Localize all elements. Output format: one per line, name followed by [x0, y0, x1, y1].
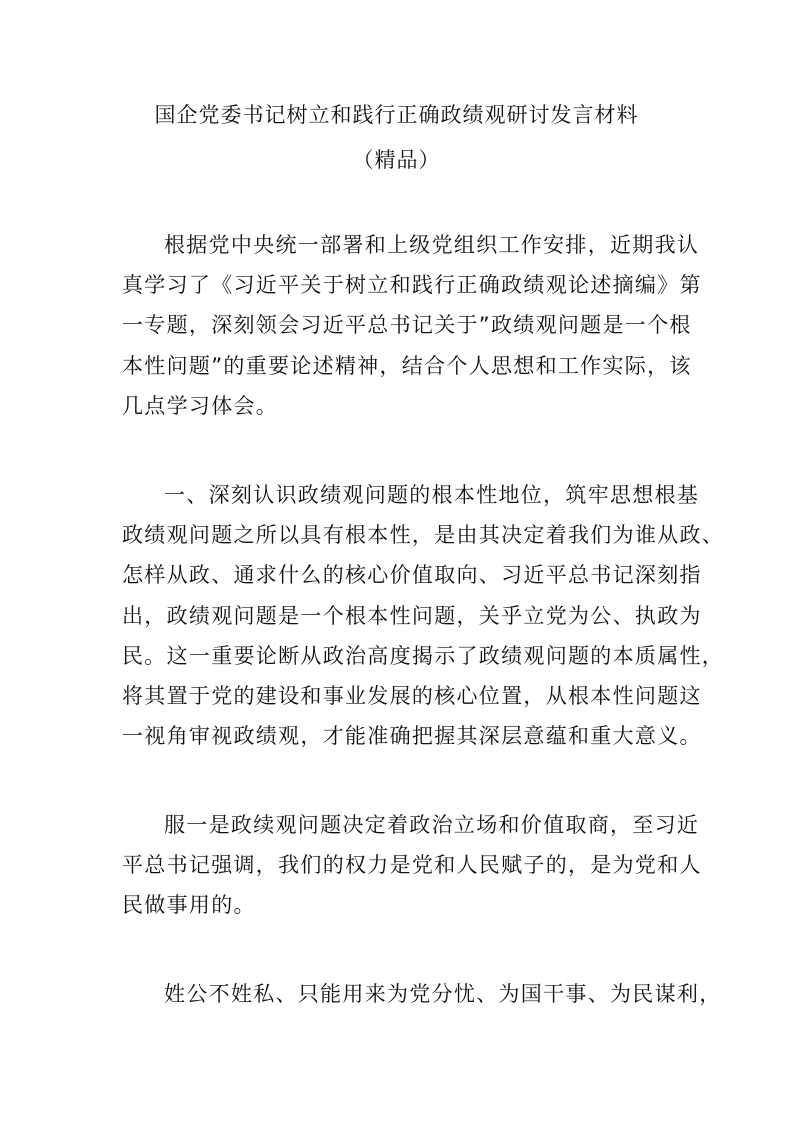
paragraph-line: 姓公不姓私、只能用来为党分忧、为国干事、为民谋利，: [164, 982, 722, 1006]
paragraph-line: 几点学习体会。: [122, 394, 279, 418]
paragraph-line: 平总书记强调，我们的权力是党和人民赋子的，是为党和人: [122, 853, 702, 877]
paragraph-line: 民做事用的。: [122, 893, 256, 917]
paragraph-line: 政绩观问题之所以具有根本性，是由其决定着我们为谁从政、: [122, 523, 725, 547]
paragraph-line: 本性问题”的重要论述精神，结合个人思想和工作实际，该: [122, 354, 692, 378]
paragraph-line: 服一是政续观问题决定着政治立场和价值取商，至习近: [164, 813, 700, 837]
paragraph-line: 民。这一重要论断从政治高度揭示了政绩观问题的本质属性，: [122, 644, 725, 668]
document-title: 国企党委书记树立和践行正确政绩观研讨发言材料: [154, 103, 639, 127]
paragraph-line: 一视角审视政绩观，才能准确把握其深层意蕴和重大意义。: [122, 724, 702, 748]
paragraph-line: 出，政绩观问题是一个根本性问题，关乎立党为公、执政为: [122, 604, 702, 628]
paragraph-line: 将其置于党的建设和事业发展的核心位置，从根本性问题这: [122, 684, 702, 708]
document-subtitle: （精品）: [352, 148, 441, 172]
section-heading: 一、深刻认识政绩观问题的根本性地位，筑牢思想根基: [164, 483, 700, 507]
paragraph-line: 根据党中央统一部署和上级党组织工作安排，近期我认: [164, 233, 700, 257]
paragraph-line: 一专题，深刻领会习近平总书记关于”政绩观问题是一个根: [122, 313, 692, 337]
paragraph-line: 怎样从政、通求什么的核心价值取向、习近平总书记深刻指: [122, 563, 702, 587]
paragraph-line: 真学习了《习近平关于树立和践行正确政绩观论述摘编》第: [122, 273, 702, 297]
